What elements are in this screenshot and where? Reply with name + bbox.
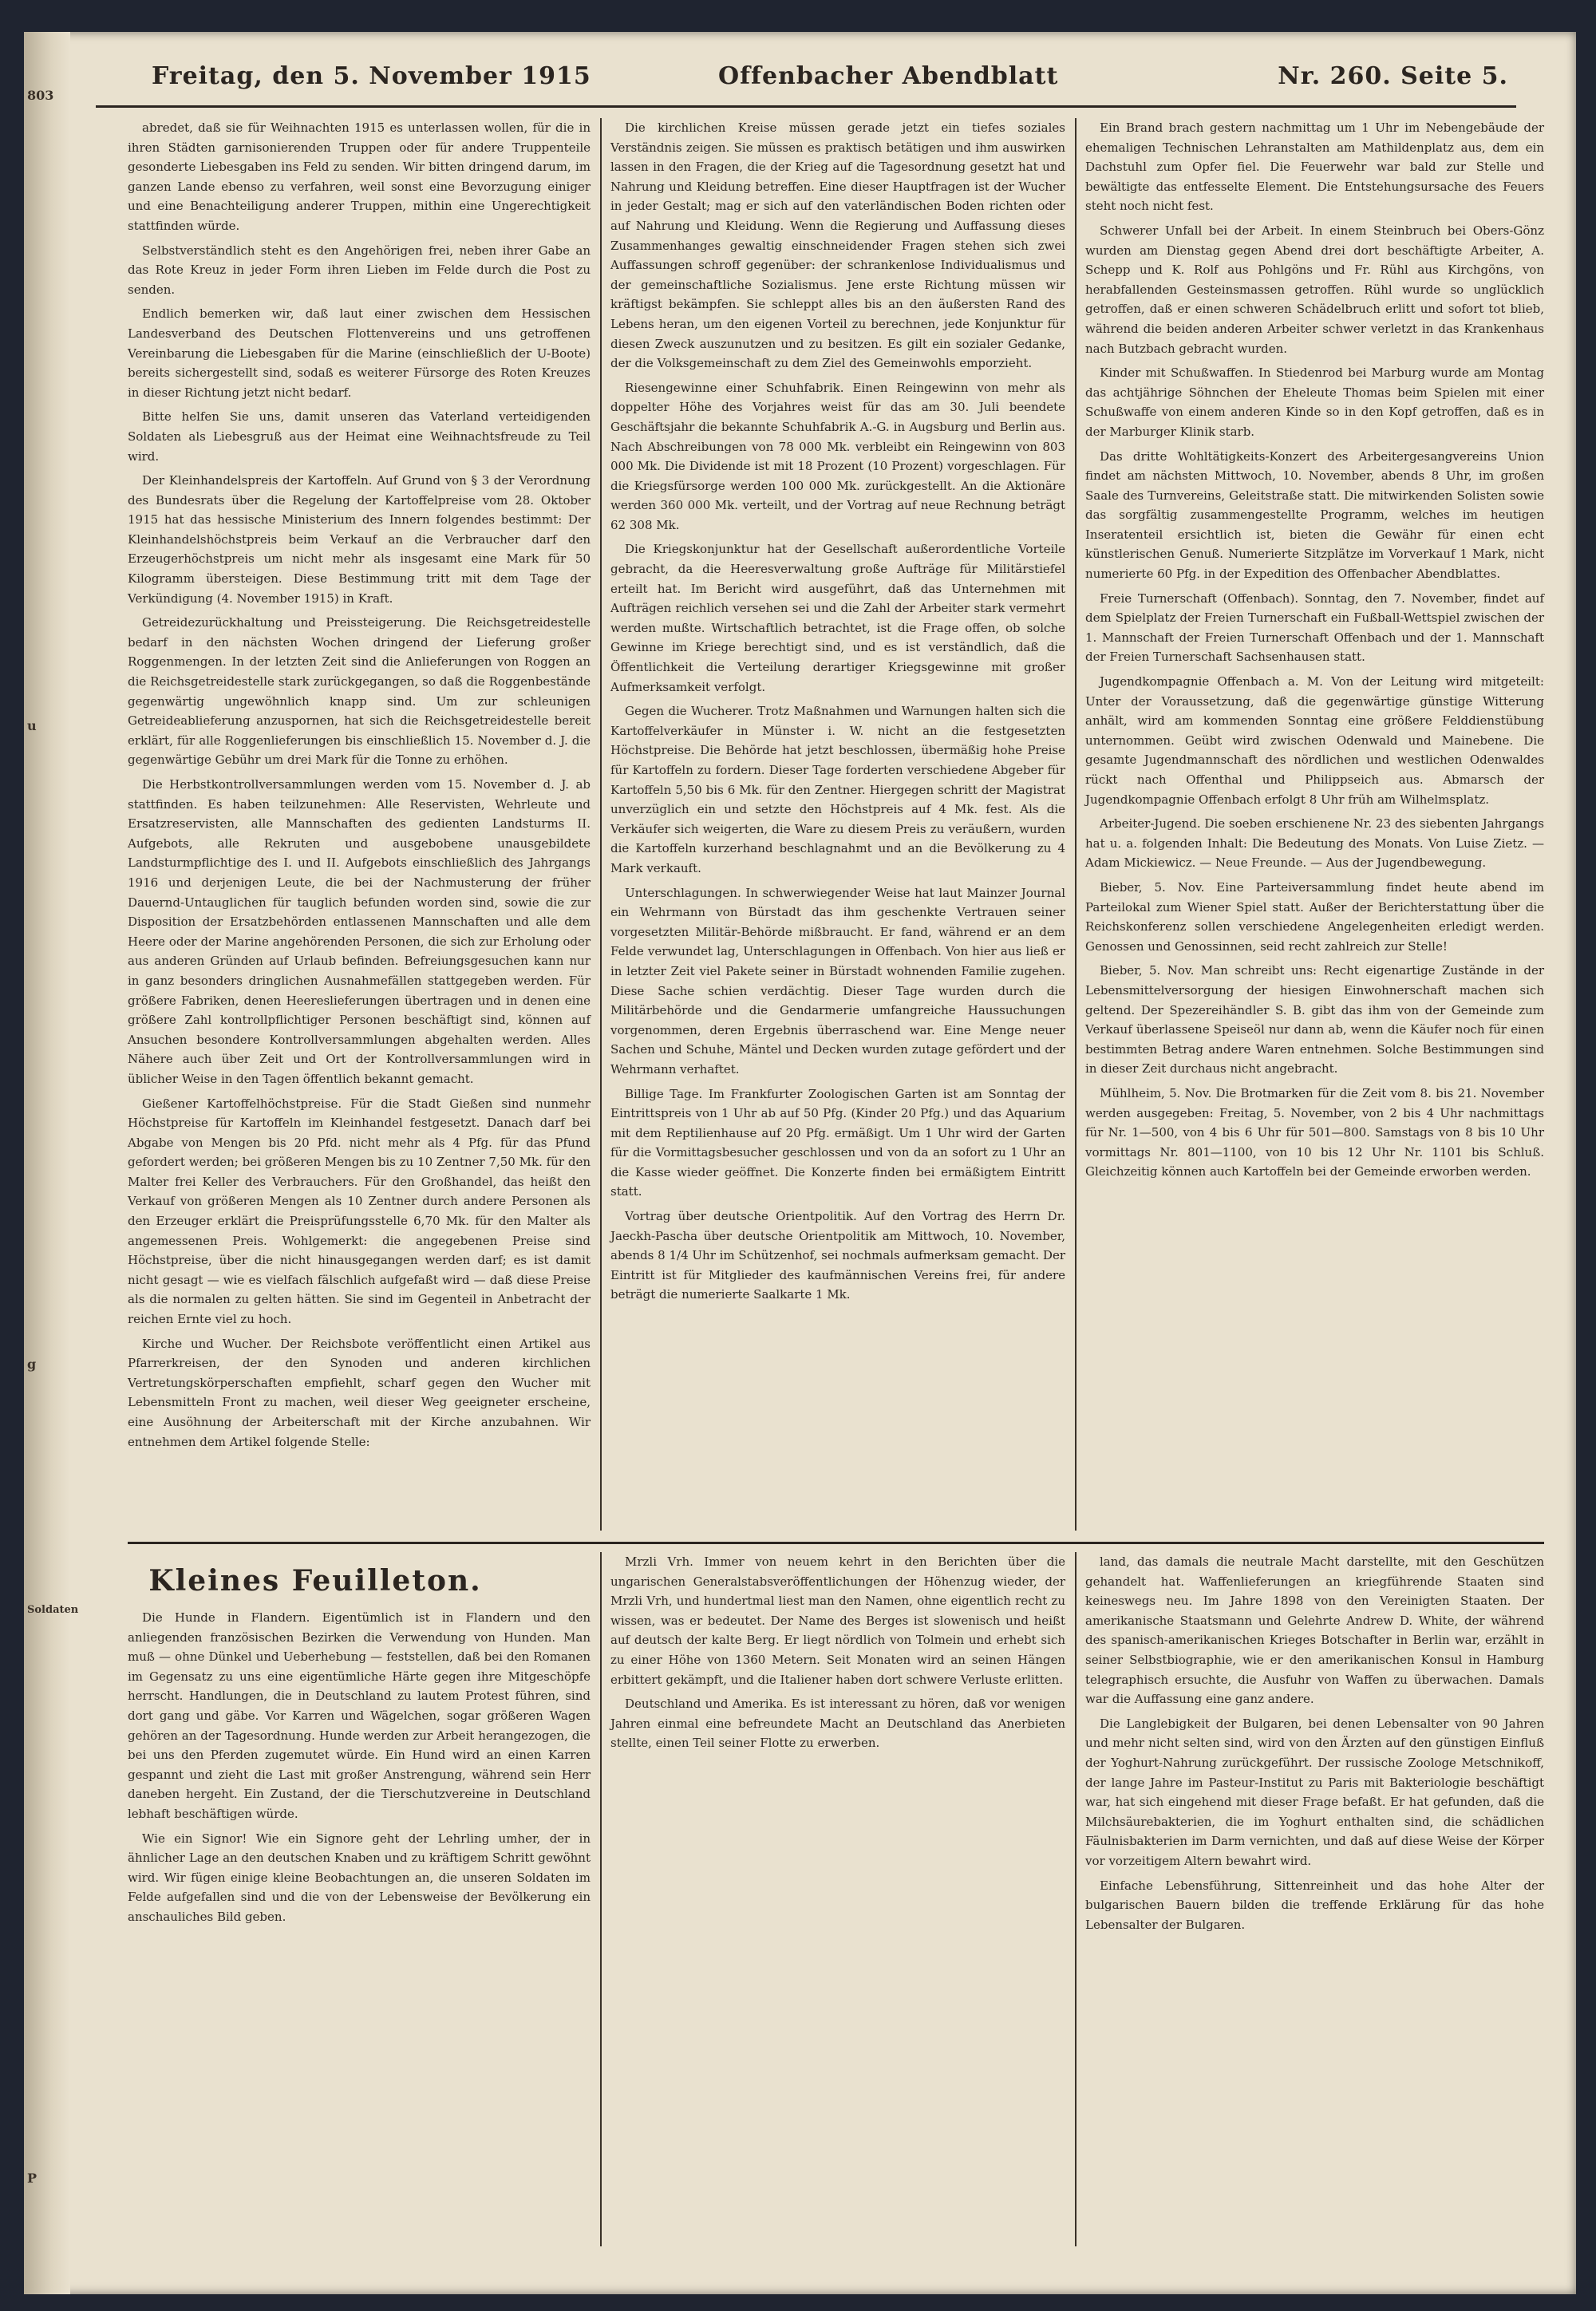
article-paragraph: Getreidezurückhaltung und Preissteigerung. Die Reichsgetreidestelle bedarf in den nächsten Wochen dringend der Lieferung großer Roggenmengen. In der letzten Zeit sind die Anlieferungen von Roggen an die Reichsgetreidestelle stark zurückgegangen, so daß die Roggenbestände gegenwärtig ungewöhnlich knapp sind. Um zur schleunigen Getreideablieferung anzuspornen, hat sich die Reichsgetreidestelle bereit erklärt, für alle Roggenlieferungen bis einschließlich 15. November d. J. die gegenwärtige Gebühr um drei Mark für die Tonne zu erhöhen. xyxy=(128,615,591,768)
article-paragraph: Bieber, 5. Nov. Eine Parteiversammlung findet heute abend im Parteilokal zum Wiener Spiel statt. Außer der Berichterstattung über die Reichskonferenz sollen verschiedene Angelegenheiten erledigt werden. Genossen und Genossinnen, seid recht zahlreich zur Stelle! xyxy=(1085,879,1544,954)
article-paragraph: Die Hunde in Flandern. Eigentümlich ist in Flandern und den anliegenden französischen Bezirken die Verwendung von Hunden. Man muß — ohne Dünkel und Ueberhebung — feststellen, daß bei den Romanen im Gegensatz zu uns eine eigentümliche Härte gegen ihre Mitgeschöpfe herrscht. Handlungen, die in Deutschland zu lautem Protest führen, sind dort gang und gäbe. Vor Karren und Wägelchen, sogar größeren Wagen gehören an der Tagesordnung. Hunde werden zur Arbeit herangezogen, die bei uns den Pferden zugemutet würde. Ein Hund wird an einen Karren gespannt und zieht die Last mit großer Anstrengung, während sein Herr daneben hergeht. Ein Zustand, der die Tierschutzvereine in Deutschland lebhaft beschäftigen würde. xyxy=(128,1610,591,1821)
article-paragraph: Gegen die Wucherer. Trotz Maßnahmen und Warnungen halten sich die Kartoffelverkäufer in Münster i. W. nicht an die festgesetzten Höchstpreise. Die Behörde hat jetzt beschlossen, übermäßig hohe Preise für Kartoffeln zu fordern. Dieser Tage forderten verschiedene Abgeber für Kartoffeln 5,50 bis 6 Mk. für den Zentner. Hiergegen schritt der Magistrat unverzüglich ein und setzte den Höchstpreis auf 4 Mk. fest. Als die Verkäufer sich weigerten, die Ware zu diesem Preis zu veräußern, wurden die Kartoffeln kurzerhand beschlagnahmt und an die Bevölkerung zu 4 Mark verkauft. xyxy=(610,704,1065,875)
column-2 xyxy=(610,118,1065,1531)
article-paragraph: Das dritte Wohltätigkeits-Konzert des Arbeitergesangvereins Union findet am nächsten Mittwoch, 10. November, abends 8 Uhr, im großen Saale des Turnvereins, Geleitstraße statt. Die mitwirkenden Solisten sowie das sorgfältig zusammengestellte Programm, welches im heutigen Inseratenteil ersichtlich ist, bieten die Gewähr für einen echt künstlerischen Genuß. Numerierte Sitzplätze im Vorverkauf 1 Mark, nicht numerierte 60 Pfg. in der Expedition des Offenbacher Abendblattes. xyxy=(1085,448,1544,582)
feuilleton-column-middle xyxy=(610,1552,1065,2246)
article-paragraph: Endlich bemerken wir, daß laut einer zwischen dem Hessischen Landesverband des Deutschen Flottenvereins und uns getroffenen Vereinbarung die Liebesgaben für die Marine (einschließlich der U-Boote) bereits sichergestellt sind, sodaß es weiterer Fürsorge des Roten Kreuzes in dieser Richtung jetzt nicht bedarf. xyxy=(128,306,591,400)
article-paragraph: Wie ein Signor! Wie ein Signore geht der Lehrling umher, der in ähnlicher Lage an den deutschen Knaben und zu kräftigem Schritt gewöhnt wird. Wir fügen einige kleine Beobachtungen an, die unseren Soldaten im Felde aufgefallen sind und die von der Lebensweise der Bevölkerung ein anschauliches Bild geben. xyxy=(128,1831,591,1924)
binding-text: g xyxy=(27,1357,37,1372)
column-1 xyxy=(128,118,591,1531)
column-divider xyxy=(600,1552,602,2246)
article-paragraph: Die Kriegskonjunktur hat der Gesellschaft außerordentliche Vorteile gebracht, da die Heeresverwaltung große Aufträge für Militärstiefel erteilt hat. Im Bericht wird ausgeführt, daß das Unternehmen mit Aufträgen reichlich versehen sei und die Zahl der Arbeiter stark vermehrt werden mußte. Wirtschaftlich betrachtet, ist die Frage offen, ob solche Gewinne im Kriege berechtigt sind, und es ist verständlich, daß die Öffentlichkeit die Verteilung derartiger Kriegsgewinne mit großer Aufmerksamkeit verfolgt. xyxy=(610,542,1065,694)
article-paragraph: Die kirchlichen Kreise müssen gerade jetzt ein tiefes soziales Verständnis zeigen. Sie müssen es praktisch betätigen und ihm auswirken lassen in den Fragen, die der Krieg auf die Tagesordnung gesetzt hat und Nahrung und Kleidung betreffen. Eine dieser Hauptfragen ist der Wucher in jeder Gestalt; mag er sich auf den vaterländischen Boden richten oder auf Nahrung und Kleidung. Wenn die Regierung und Auffassung dieses Zusammenhanges gewaltig einschneidender Fragen stehen sich zwei Auffassungen schroff gegenüber: der schrankenlose Individualismus und der gemeinschaftliche Sozialismus. Jene erste Richtung müssen wir kräftigst bekämpfen. Sie schleppt alles bis an den äußersten Rand des Lebens heran, um den eigenen Vorteil zu berechnen, jede Konjunktur für diesen Zweck auszunutzen und zu besitzen. Es gilt ein sozialer Gedanke, der die Volksgemeinschaft zu dem Ziel des Gemeinwohls emporzieht. xyxy=(610,120,1065,371)
feuilleton-title: Kleines Feuilleton. xyxy=(148,1564,482,1598)
feuilleton-rule xyxy=(128,1542,1544,1544)
article-paragraph: Vortrag über deutsche Orientpolitik. Auf den Vortrag des Herrn Dr. Jaeckh-Pascha über deutsche Orientpolitik am Mittwoch, 10. November, abends 8 1/4 Uhr im Schützenhof, sei nochmals aufmerksam gemacht. Der Eintritt ist für Mitglieder des kaufmännischen Vereins frei, für andere beträgt die numerierte Saalkarte 1 Mk. xyxy=(610,1209,1065,1302)
article-paragraph: Deutschland und Amerika. Es ist interessant zu hören, daß vor wenigen Jahren einmal eine befreundete Macht an Deutschland das Anerbieten stellte, einen Teil seiner Flotte zu erwerben. xyxy=(610,1697,1065,1751)
article-paragraph: Riesengewinne einer Schuhfabrik. Einen Reingewinn von mehr als doppelter Höhe des Vorjahres weist für das am 30. Juli beendete Geschäftsjahr die bekannte Schuhfabrik A.-G. in Augsburg und Berlin aus. Nach Abschreibungen von 78 000 Mk. verbleibt ein Reingewinn von 803 000 Mk. Die Dividende ist mit 18 Prozent (10 Prozent) vorgeschlagen. Für die Kriegsfürsorge werden 100 000 Mk. zurückgestellt. An die Aktionäre werden 360 000 Mk. verteilt, und der Vortrag auf neue Rechnung beträgt 62 308 Mk. xyxy=(610,380,1065,532)
binding-edge xyxy=(24,32,79,2294)
article-paragraph: Selbstverständlich steht es den Angehörigen frei, neben ihrer Gabe an das Rote Kreuz in jeder Form ihren Lieben im Felde durch die Post zu senden. xyxy=(128,243,591,297)
article-paragraph: abredet, daß sie für Weihnachten 1915 es unterlassen wollen, für die in ihren Städten garnisonierenden Truppen oder für andere Truppenteile gesonderte Liebesgaben ins Feld zu senden. Wir bitten dringend darum, im ganzen Lande ebenso zu verfahren, weil sonst eine Bevorzugung einiger und eine Benachteiligung anderer Truppen, mithin eine Ungerechtigkeit stattfinden würde. xyxy=(128,120,591,233)
article-paragraph: Billige Tage. Im Frankfurter Zoologischen Garten ist am Sonntag der Eintrittspreis von 1 Uhr ab auf 50 Pfg. (Kinder 20 Pfg.) und das Aquarium mit dem Reptilienhause auf 20 Pfg. ermäßigt. Um 1 Uhr wird der Garten für die Vormittagsbesucher geschlossen und von da an sofort zu 1 Uhr an die Kasse wieder geöffnet. Die Konzerte finden bei ermäßigtem Eintritt statt. xyxy=(610,1086,1065,1199)
header-date: Freitag, den 5. November 1915 xyxy=(152,62,591,90)
article-paragraph: Die Langlebigkeit der Bulgaren, bei denen Lebensalter von 90 Jahren und mehr nicht selten sind, wird von den Ärzten auf den günstigen Einfluß der Yoghurt-Nahrung zurückgeführt. Der russische Zoologe Metschnikoff, der lange Jahre im Pasteur-Institut zu Paris mit Bakteriologie beschäftigt war, hat sich eingehend mit dieser Frage befaßt. Er hat gefunden, daß die Milchsäurebakterien, die im Yoghurt enthalten sind, die schädlichen Fäulnisbakterien im Darm vernichten, und daß auf diese Weise der Körper vor vorzeitigem Altern bewahrt wird. xyxy=(1085,1716,1544,1868)
article-paragraph: Mühlheim, 5. Nov. Die Brotmarken für die Zeit vom 8. bis 21. November werden ausgegeben: Freitag, 5. November, von 2 bis 4 Uhr nachmittags für Nr. 1—500, von 4 bis 6 Uhr für 501—800. Samstags von 8 bis 10 Uhr vormittags Nr. 801—1100, von 10 bis 12 Uhr Nr. 1101 bis Schluß. Gleichzeitig können auch Kartoffeln bei der Gemeinde erworben werden. xyxy=(1085,1085,1544,1179)
column-3 xyxy=(1085,118,1544,1531)
binding-text: 803 xyxy=(27,88,54,103)
article-paragraph: Bieber, 5. Nov. Man schreibt uns: Recht eigenartige Zustände in der Lebensmittelversorgung der hiesigen Einwohnerschaft machen sich geltend. Der Spezereihändler S. B. gibt das ihm von der Gemeinde zum Verkauf überlassene Speiseöl nur dann ab, wenn die Käufer noch für einen bestimmten Betrag andere Waren entnehmen. Solche Bestimmungen sind in dieser Zeit durchaus nicht angebracht. xyxy=(1085,963,1544,1076)
article-paragraph: Schwerer Unfall bei der Arbeit. In einem Steinbruch bei Obers-Gönz wurden am Dienstag gegen Abend drei dort beschäftigte Arbeiter, A. Schepp und K. Rolf aus Pohlgöns und Fr. Rühl aus Kirchgöns, von herabfallenden Gesteinsmassen getroffen. Rühl wurde so unglücklich getroffen, daß er einen schweren Schädelbruch erlitt und sofort tot blieb, während die beiden anderen Arbeiter schwer verletzt in das Krankenhaus nach Butzbach gebracht wurden. xyxy=(1085,223,1544,356)
page-header xyxy=(96,57,1516,108)
article-paragraph: Einfache Lebensführung, Sittenreinheit und das hohe Alter der bulgarischen Bauern bilden die treffende Erklärung für das hohe Lebensalter der Bulgaren. xyxy=(1085,1878,1544,1932)
header-issue: Nr. 260. Seite 5. xyxy=(1278,62,1508,90)
feuilleton-column-right xyxy=(1085,1552,1544,2246)
column-divider xyxy=(1075,118,1077,1531)
binding-text: P xyxy=(27,2171,38,2186)
column-divider xyxy=(600,118,602,1531)
article-paragraph: Ein Brand brach gestern nachmittag um 1 Uhr im Nebengebäude der ehemaligen Technischen Lehranstalten am Mathildenplatz aus, dem ein Dachstuhl zum Opfer fiel. Die Feuerwehr war bald zur Stelle und bewältigte das entfesselte Element. Die Entstehungsursache des Feuers steht noch nicht fest. xyxy=(1085,120,1544,214)
article-paragraph: Freie Turnerschaft (Offenbach). Sonntag, den 7. November, findet auf dem Spielplatz der Freien Turnerschaft ein Fußball-Wettspiel zwischen der 1. Mannschaft der Freien Turnerschaft Offenbach und der 1. Mannschaft der Freien Turnerschaft Sachsenhausen statt. xyxy=(1085,591,1544,665)
column-divider xyxy=(1075,1552,1077,2246)
article-paragraph: Der Kleinhandelspreis der Kartoffeln. Auf Grund von § 3 der Verordnung des Bundesrats über die Regelung der Kartoffelpreise vom 28. Oktober 1915 hat das hessische Ministerium des Innern folgendes bestimmt: Der Kleinhandelshöchstpreis beim Verkauf an die Verbraucher darf den Erzeugerhöchstpreis um nicht mehr als insgesamt eine Mark für 50 Kilogramm übersteigen. Diese Bestimmung tritt mit dem Tage der Verkündigung (4. November 1915) in Kraft. xyxy=(128,473,591,606)
binding-text: Soldaten xyxy=(27,1604,79,1616)
article-paragraph: Jugendkompagnie Offenbach a. M. Von der Leitung wird mitgeteilt: Unter der Voraussetzung, daß die gegenwärtige günstige Witterung anhält, wird am kommenden Sonntag eine größere Felddienstübung unternommen. Geübt wird zwischen Odenwald und Mainebene. Die gesamte Jugendmannschaft des nördlichen und westlichen Odenwaldes rückt nach Offenthal und Philippseich aus. Abmarsch der Jugendkompagnie Offenbach erfolgt 8 Uhr früh am Wilhelmsplatz. xyxy=(1085,674,1544,807)
article-paragraph: Arbeiter-Jugend. Die soeben erschienene Nr. 23 des siebenten Jahrgangs hat u. a. folgenden Inhalt: Die Bedeutung des Monats. Von Luise Zietz. — Adam Mickiewicz. — Neue Freunde. — Aus der Jugendbewegung. xyxy=(1085,816,1544,871)
header-title: Offenbacher Abendblatt xyxy=(718,62,1059,90)
article-paragraph: Gießener Kartoffelhöchstpreise. Für die Stadt Gießen sind nunmehr Höchstpreise für Kartoffeln im Kleinhandel festgesetzt. Danach darf bei Abgabe von Mengen bis 20 Pfd. nicht mehr als 4 Pfg. für das Pfund gefordert werden; bei größeren Mengen bis zu 10 Zentner 7,50 Mk. für den Malter frei Keller des Verbrauchers. Für den Großhandel, das heißt den Verkauf von größeren Mengen als 10 Zentner durch andere Personen als den Erzeuger erklärt die Preisprüfungsstelle 6,70 Mk. für den Malter als angemessenen Preis. Wohlgemerkt: die angegebenen Preise sind Höchstpreise, über die nicht hinausgegangen werden darf; es ist damit nicht gesagt — wie es vielfach fälschlich aufgefaßt wird — daß diese Preise als die normalen zu gelten hätten. Sie sind im Gegenteil in Anbetracht der reichen Ernte viel zu hoch. xyxy=(128,1096,591,1327)
article-paragraph: Bitte helfen Sie uns, damit unseren das Vaterland verteidigenden Soldaten als Liebesgruß aus der Heimat eine Weihnachtsfreude zu Teil wird. xyxy=(128,409,591,464)
article-paragraph: land, das damals die neutrale Macht darstellte, mit den Geschützen gehandelt hat. Waffenlieferungen an kriegführende Staaten sind keineswegs neu. Im Jahre 1898 von den Vereinigten Staaten. Der amerikanische Staatsmann und Gelehrte Andrew D. White, der während des spanisch-amerikanischen Krieges Botschafter in Berlin war, erzählt in seiner Selbstbiographie, wie er den amerikanischen Konsul in Hamburg telegraphisch ersuchte, die Ausfuhr von Waffen zu überwachen. Damals war die Auffassung eine ganz andere. xyxy=(1085,1554,1544,1707)
article-paragraph: Die Herbstkontrollversammlungen werden vom 15. November d. J. ab stattfinden. Es haben teilzunehmen: Alle Reservisten, Wehrleute und Ersatzreservisten, alle Mannschaften des gedienten Landsturms II. Aufgebots, alle Rekruten und ausgebobene unausgebildete Landsturmpflichtige des I. und II. Aufgebots einschließlich des Jahrgangs 1916 und derjenigen Leute, die bei der Nachmusterung der früher Dauernd-Untauglichen für tauglich befunden worden sind, sowie die zur Disposition der Ersatzbehörden entlassenen Mannschaften und alle dem Heere oder der Marine angehörenden Personen, die sich zur Erholung oder aus anderen Gründen auf Urlaub befinden. Befreiungsgesuchen kann nur in ganz besonders dringlichen Ausnahmefällen stattgegeben werden. Für größere Fabriken, denen Heereslieferungen übertragen und in denen eine größere Zahl kontrollpflichtiger Personen beschäftigt sind, können auf Ansuchen besondere Kontrollversammlungen abgehalten werden. Alles Nähere auch über Zeit und Ort der Kontrollversammlungen wird in üblicher Weise in den Tagen öffentlich bekannt gemacht. xyxy=(128,777,591,1086)
article-paragraph: Kirche und Wucher. Der Reichsbote veröffentlicht einen Artikel aus Pfarrerkreisen, der den Synoden und anderen kirchlichen Vertretungskörperschaften empfiehlt, scharf gegen den Wucher mit Lebensmitteln Front zu machen, weil dieser Weg geeigneter erscheine, eine Ausöhnung der Arbeiterschaft mit der Kirche anzubahnen. Wir entnehmen dem Artikel folgende Stelle: xyxy=(128,1336,591,1449)
article-paragraph: Mrzli Vrh. Immer von neuem kehrt in den Berichten über die ungarischen Generalstabsveröffentlichungen der Höhenzug wieder, der Mrzli Vrh, und hundertmal liest man den Namen, ohne eigentlich recht zu wissen, was er bedeutet. Der Name des Berges ist slowenisch und heißt auf deutsch der kalte Berg. Er liegt nördlich von Tolmein und erhebt sich zu einer Höhe von 1360 Metern. Seit Monaten wird an seinen Hängen erbittert gekämpft, und die Italiener haben dort schwere Verluste erlitten. xyxy=(610,1554,1065,1687)
article-paragraph: Kinder mit Schußwaffen. In Stiedenrod bei Marburg wurde am Montag das achtjährige Söhnchen der Eheleute Thomas beim Spielen mit einer Schußwaffe von einem anderen Kinde so in den Kopf getroffen, daß es in der Marburger Klinik starb. xyxy=(1085,365,1544,439)
article-paragraph: Unterschlagungen. In schwerwiegender Weise hat laut Mainzer Journal ein Wehrmann von Bürstadt das ihm geschenkte Vertrauen seiner vorgesetzten Militär-Behörde mißbraucht. Er fand, während er an dem Felde verwundet lag, Unterschlagungen in Offenbach. Von hier aus ließ er in letzter Zeit viel Pakete seiner in Bürstadt wohnenden Familie zugehen. Diese Sache schien verdächtig. Dieser Tage wurden durch die Militärbehörde und die Gendarmerie umfangreiche Haussuchungen vorgenommen, deren Ergebnis überraschend war. Eine Menge neuer Sachen und Schuhe, Mäntel und Decken wurden zutage gefördert und der Wehrmann verhaftet. xyxy=(610,885,1065,1076)
feuilleton-column-left xyxy=(128,1608,591,2246)
binding-text: u xyxy=(27,718,37,733)
